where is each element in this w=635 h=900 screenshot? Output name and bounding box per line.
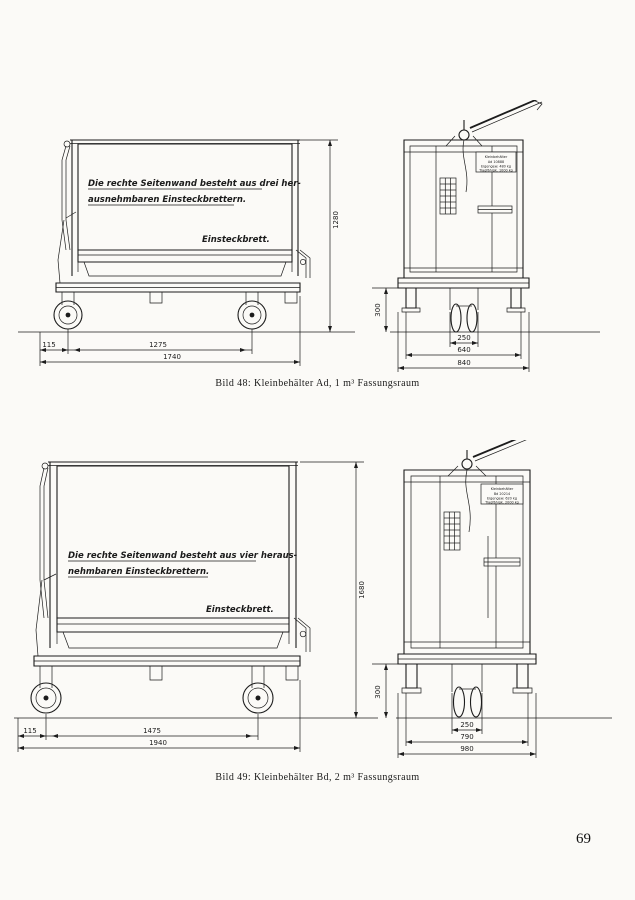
- dim-980: 980: [460, 745, 474, 753]
- plate-line-3: Eigengew. 480 kg: [481, 164, 511, 169]
- dim-250-b: 250: [460, 721, 474, 729]
- identification-plate: [476, 152, 516, 173]
- plate-line-3: Eigengew. 620 kg: [487, 496, 517, 501]
- grid-detail: [444, 512, 460, 550]
- identification-plate: [481, 484, 523, 505]
- dim-640: 640: [457, 346, 471, 354]
- plate-line-1: Kleinbehälter: [484, 155, 508, 159]
- plate-line-1: Kleinbehälter: [490, 487, 514, 491]
- wheel-front: [54, 292, 82, 329]
- figure-bild-48: [0, 100, 635, 380]
- dim-115-a: 115: [42, 341, 56, 349]
- plate-line-2: Ad 10888: [487, 159, 505, 164]
- dim-1740: 1740: [163, 353, 181, 361]
- part-label-einsteckbrett: Einsteckbrett.: [202, 235, 270, 245]
- dim-840: 840: [457, 359, 471, 367]
- dim-115-b: 115: [23, 727, 37, 735]
- dim-300-b: 300: [374, 685, 382, 699]
- dim-790: 790: [460, 733, 474, 741]
- wheel-rear: [238, 292, 266, 329]
- side-view-bild-49: [14, 462, 378, 752]
- dim-1275: 1275: [149, 341, 167, 349]
- dim-height-1280: 1280: [332, 211, 340, 229]
- wheel-front: [31, 666, 61, 713]
- side-view-bild-48: [18, 140, 355, 366]
- page-number: 69: [576, 831, 591, 847]
- plate-line-4: Tragfähigk. 1000 kg: [479, 168, 513, 173]
- annotation-line-2: ausnehmbaren Einsteckbrettern.: [88, 195, 247, 205]
- part-label-einsteckbrett: Einsteckbrett.: [206, 605, 274, 615]
- plate-line-2: Bd 20214: [493, 491, 511, 496]
- plate-line-4: Tragfähigk. 2000 kg: [485, 500, 519, 505]
- dim-1940: 1940: [149, 739, 167, 747]
- dim-250-a: 250: [457, 334, 471, 342]
- caption-bild-49: Bild 49: Kleinbehälter Bd, 2 m³ Fassungsraum: [215, 772, 420, 783]
- wheel-rear: [243, 666, 273, 713]
- dim-300-a: 300: [374, 303, 382, 317]
- annotation-line-2: nehmbaren Einsteckbrettern.: [68, 567, 210, 577]
- end-view-bild-49: [372, 440, 612, 758]
- grid-detail: [440, 178, 456, 214]
- annotation-line-1: Die rechte Seitenwand besteht aus drei her-: [88, 179, 301, 189]
- end-view-bild-48: [372, 100, 600, 372]
- dim-1475: 1475: [143, 727, 161, 735]
- annotation-line-1: Die rechte Seitenwand besteht aus vier heraus-: [68, 551, 298, 561]
- dim-height-1680: 1680: [358, 581, 366, 599]
- caption-bild-48: Bild 48: Kleinbehälter Ad, 1 m³ Fassungsraum: [215, 378, 420, 389]
- figure-bild-49: [0, 440, 635, 770]
